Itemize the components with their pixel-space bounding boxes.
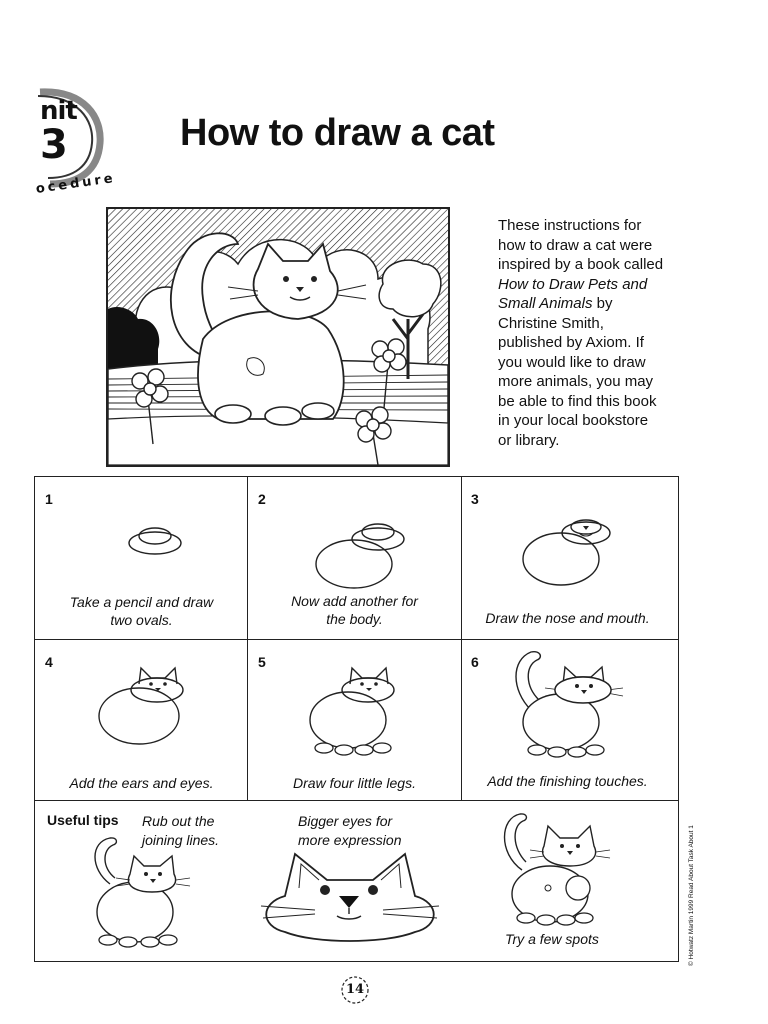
caption-line: the body.	[326, 611, 383, 627]
step-caption	[248, 592, 461, 628]
page-title: How to draw a cat	[180, 112, 495, 154]
step-number: 2	[258, 491, 266, 507]
intro-line: These instructions for	[498, 217, 642, 234]
caption-line: more expression	[298, 832, 402, 848]
caption-line: Rub out the	[142, 813, 215, 829]
intro-line: you would like to draw	[498, 353, 646, 371]
copyright-credit	[686, 800, 698, 970]
intro-line: how to draw a cat were	[498, 236, 653, 254]
step-number: 1	[45, 491, 53, 507]
tip-2-caption	[298, 812, 402, 850]
intro-line: in your local bookstore	[498, 412, 649, 429]
intro-line: by	[592, 295, 613, 312]
step-3	[461, 477, 674, 639]
step-1	[35, 477, 248, 639]
intro-line: be able to find this book	[498, 392, 657, 410]
step-caption	[248, 774, 461, 792]
caption-line: Bigger eyes for	[298, 813, 393, 829]
intro-line: Christine Smith,	[498, 314, 604, 332]
page-number: 14	[345, 982, 365, 997]
step-5	[248, 640, 461, 802]
caption-line: Now add another for	[291, 593, 418, 609]
tip-3-drawing	[488, 808, 628, 928]
tip-1-drawing	[80, 834, 210, 954]
intro-line: published by Axiom. If	[498, 334, 644, 351]
step-4	[35, 640, 248, 802]
book-title: Small Animals	[498, 295, 593, 312]
step-6	[461, 640, 674, 802]
unit-label: nit	[40, 96, 77, 126]
intro-line: more animals, you may	[498, 373, 654, 390]
useful-tips-heading: Useful tips	[47, 812, 119, 828]
step-number: 5	[258, 654, 266, 670]
step-caption	[461, 772, 674, 790]
intro-line: inspired by a book called	[498, 256, 664, 273]
unit-number: 3	[40, 122, 68, 168]
caption-line: Draw the nose and mouth.	[485, 610, 650, 626]
step-2	[248, 477, 461, 639]
caption-line: Draw four little legs.	[293, 775, 416, 791]
tip-3-caption: Try a few spots	[505, 931, 599, 947]
cat-illustration	[106, 207, 450, 467]
intro-paragraph	[498, 216, 698, 450]
step-number: 4	[45, 654, 53, 670]
caption-line: joining lines.	[142, 832, 220, 848]
caption-line: two ovals.	[110, 612, 173, 628]
step-number: 6	[471, 654, 479, 670]
intro-line: or library.	[498, 431, 560, 449]
book-title: How to Draw Pets and	[498, 275, 648, 293]
section-label: ocedure	[34, 170, 117, 197]
caption-line: Add the finishing touches.	[487, 773, 648, 789]
step-caption	[461, 609, 674, 627]
caption-line: Add the ears and eyes.	[69, 775, 214, 791]
caption-line: Take a pencil and draw	[69, 594, 214, 610]
tip-2-drawing	[255, 848, 445, 948]
step-caption	[35, 774, 248, 792]
steps-grid	[34, 476, 679, 801]
credit-text: © Hotwatz Martin 1999 Read About Task About 1	[688, 825, 695, 966]
step-number: 3	[471, 491, 479, 507]
step-caption	[35, 593, 248, 629]
